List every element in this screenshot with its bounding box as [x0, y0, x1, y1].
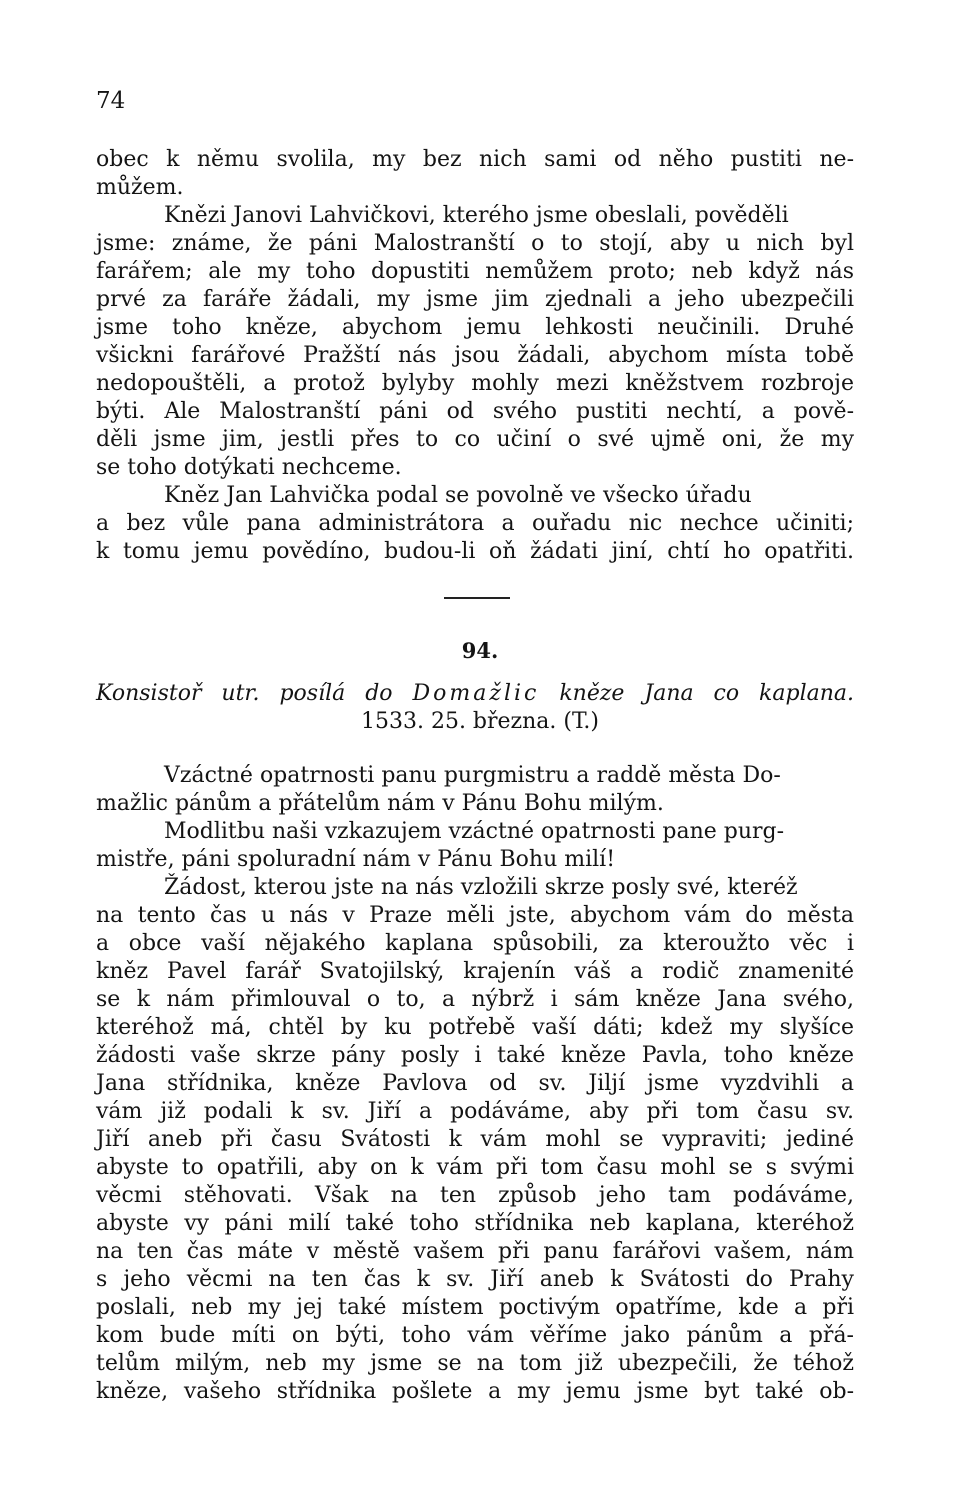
text-line: Kněz Jan Lahvička podal se povolně ve všecko úřadu	[164, 483, 752, 508]
text-line: prvé za faráře žádali, my jsme jim zjednali a jeho ubezpečili	[96, 287, 854, 312]
text-line: telům milým, neb my jsme se na tom již ubezpečili, že téhož	[96, 1351, 854, 1376]
text-line: býti. Ale Malostranští páni od svého pustiti nechtí, a pově-	[96, 399, 854, 424]
section-divider	[444, 597, 510, 599]
text-line: se toho dotýkati nechceme.	[96, 455, 402, 480]
heading-part: kněze Jana co kaplana.	[559, 681, 855, 706]
text-line: jsme toho kněze, abychom jemu lehkosti neučinili. Druhé	[96, 315, 854, 340]
heading-part: Konsistoř utr. posílá do	[96, 681, 393, 706]
text-line: věcmi stěhovati. Však na ten způsob jeho tam podáváme,	[96, 1183, 854, 1208]
text-line: jsme: známe, že páni Malostranští o to stojí, aby u nich byl	[96, 231, 854, 256]
text-line: abyste to opatřili, aby on k vám při tom času mohl se s svými	[96, 1155, 854, 1180]
text-line: farářem; ale my toho dopustiti nemůžem proto; neb když nás	[96, 259, 854, 284]
text-line: kněze, vašeho střídnika pošlete a my jemu jsme byt také ob-	[96, 1379, 854, 1404]
text-line: obec k němu svolila, my bez nich sami od něho pustiti ne-	[96, 147, 854, 172]
text-line: žádosti vaše skrze pány posly i také kněze Pavla, toho kněze	[96, 1043, 854, 1068]
text-line: na ten čas máte v městě vašem při panu farářovi vašem, nám	[96, 1239, 854, 1264]
text-line: Knězi Janovi Lahvičkovi, kterého jsme obeslali, pověděli	[164, 203, 789, 228]
text-line: na tento čas u nás v Praze měli jste, abychom vám do města	[96, 903, 854, 928]
text-line: Modlitbu naši vzkazujem vzáctné opatrnosti pane purg-	[164, 819, 785, 844]
text-line: Žádost, kterou jste na nás vzložili skrze posly své, kteréž	[164, 875, 798, 900]
text-line: Vzáctné opatrnosti panu purgmistru a raddě města Do-	[164, 763, 781, 788]
text-line: a bez vůle pana administrátora a ouřadu nic nechce učiniti;	[96, 511, 854, 536]
text-line: mistře, páni spoluradní nám v Pánu Bohu milí!	[96, 847, 616, 872]
text-line: mažlic pánům a přátelům nám v Pánu Bohu milým.	[96, 791, 664, 816]
text-line: k tomu jemu povědíno, budou-li oň žádati jiní, chtí ho opatřiti.	[96, 539, 854, 564]
text-line: kněz Pavel farář Svatojilský, krajenín váš a rodič znamenité	[96, 959, 854, 984]
text-line: můžem.	[96, 175, 184, 200]
page-number: 74	[96, 88, 126, 114]
text-line: děli jsme jim, jestli přes to co učiní o své ujmě oni, že my	[96, 427, 854, 452]
text-line: Jiří aneb při času Svátosti k vám mohl se vypraviti; jediné	[96, 1127, 854, 1152]
text-line: vám již podali k sv. Jiří a podáváme, aby při tom času sv.	[96, 1099, 854, 1124]
document-date: 1533. 25. března. (T.)	[360, 709, 600, 734]
text-line: abyste vy páni milí také toho střídnika neb kaplana, kteréhož	[96, 1211, 854, 1236]
text-line: poslali, neb my jej také místem poctivým opatříme, kde a při	[96, 1295, 854, 1320]
text-line: všickni farářové Pražští nás jsou žádali, abychom místa tobě	[96, 343, 854, 368]
text-line: a obce vaší nějakého kaplana spůsobili, za kteroužto věc i	[96, 931, 854, 956]
text-line: kteréhož má, chtěl by ku potřebě vaší dáti; kdež my slyšíce	[96, 1015, 854, 1040]
heading-place: Domažlic	[412, 681, 540, 706]
text-line: se k nám přimlouval o to, a nýbrž i sám kněze Jana svého,	[96, 987, 854, 1012]
document-number: 94.	[461, 638, 499, 663]
text-line: Jana střídnika, kněze Pavlova od sv. Jiljí jsme vyzdvihli a	[96, 1071, 854, 1096]
text-line: s jeho věcmi na ten čas k sv. Jiří aneb k Svátosti do Prahy	[96, 1267, 854, 1292]
text-line: nedopouštěli, a protož bylyby mohly mezi kněžstvem rozbroje	[96, 371, 854, 396]
text-line: kom bude míti on býti, toho vám věříme jako pánům a přá-	[96, 1323, 854, 1348]
document-heading	[96, 680, 854, 708]
